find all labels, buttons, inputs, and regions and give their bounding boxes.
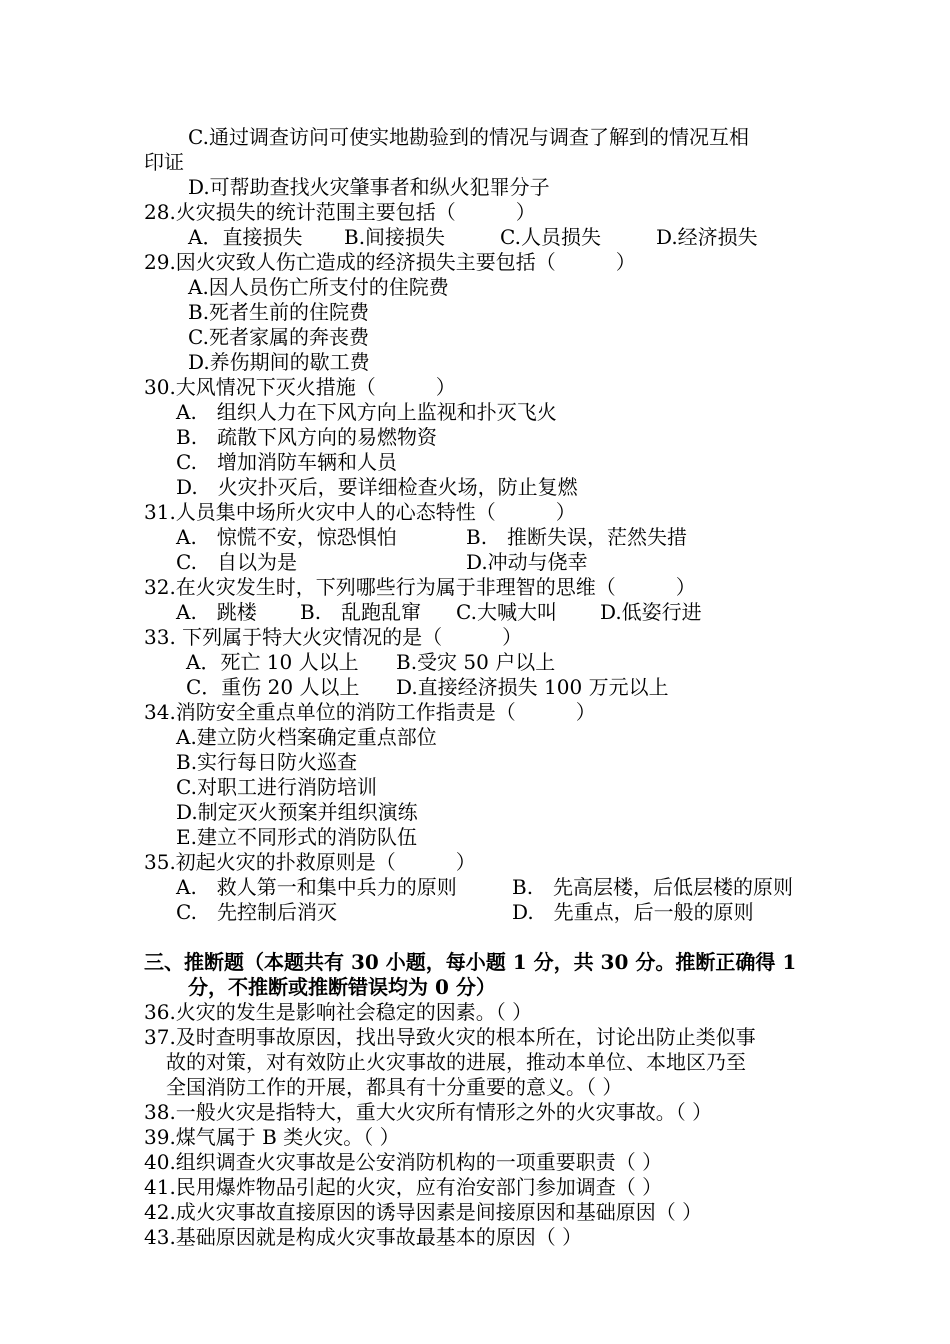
q31-stem: 31.人员集中场所火灾中人的心态特性（ ） bbox=[144, 500, 576, 524]
q32-option-a: A. 跳楼 bbox=[176, 600, 257, 624]
q29-option-d: D.养伤期间的歇工费 bbox=[188, 350, 370, 374]
q30-stem: 30.大风情况下灭火措施（ ） bbox=[144, 375, 456, 399]
q33-option-d: D.直接经济损失 100 万元以上 bbox=[396, 675, 669, 699]
q33-option-b: B.受灾 50 户以上 bbox=[396, 650, 556, 674]
q35-option-b: B. 先高层楼，后低层楼的原则 bbox=[512, 875, 794, 899]
q28-options bbox=[0, 225, 950, 250]
q33-option-c: C．重伤 20 人以上 bbox=[186, 675, 360, 699]
q32-stem: 32.在火灾发生时，下列哪些行为属于非理智的思维（ ） bbox=[144, 575, 696, 599]
q31-options-row1 bbox=[0, 525, 950, 550]
q35-option-a: A. 救人第一和集中兵力的原则 bbox=[176, 875, 457, 899]
q31-option-d: D.冲动与侥幸 bbox=[466, 550, 588, 574]
q34-option-b: B.实行每日防火巡查 bbox=[176, 750, 358, 774]
q29-option-a: A.因人员伤亡所支付的住院费 bbox=[188, 275, 449, 299]
q30-option-b: B. 疏散下风方向的易燃物资 bbox=[176, 425, 438, 449]
q35-stem: 35.初起火灾的扑救原则是（ ） bbox=[144, 850, 476, 874]
q28-option-c: C.人员损失 bbox=[500, 225, 601, 249]
q34-option-c: C.对职工进行消防培训 bbox=[176, 775, 377, 799]
q33-stem: 33. 下列属于特大火灾情况的是（ ） bbox=[144, 625, 523, 649]
q32-option-b: B. 乱跑乱窜 bbox=[300, 600, 422, 624]
q43: 43.基础原因就是构成火灾事故最基本的原因（ ） bbox=[144, 1225, 583, 1249]
q30-option-a: A. 组织人力在下风方向上监视和扑灭飞火 bbox=[176, 400, 557, 424]
q35-options-row2 bbox=[0, 900, 950, 925]
q38: 38.一般火灾是指特大，重大火灾所有情形之外的火灾事故。（ ） bbox=[144, 1100, 713, 1124]
q29-option-c: C.死者家属的奔丧费 bbox=[188, 325, 369, 349]
q35-option-d: D. 先重点，后一般的原则 bbox=[512, 900, 754, 924]
q35-options-row1 bbox=[0, 875, 950, 900]
q37-line1: 37.及时查明事故原因，找出导致火灾的根本所在，讨论出防止类似事 bbox=[144, 1025, 756, 1049]
q33-options-row1 bbox=[0, 650, 950, 675]
q28-option-a: A．直接损失 bbox=[188, 225, 303, 249]
q33-options-row2 bbox=[0, 675, 950, 700]
q34-option-d: D.制定灭火预案并组织演练 bbox=[176, 800, 418, 824]
section-3-title-line1: 三、推断题（本题共有 30 小题，每小题 1 分，共 30 分。推断正确得 1 bbox=[144, 950, 797, 974]
q32-option-c: C.大喊大叫 bbox=[456, 600, 557, 624]
q41: 41.民用爆炸物品引起的火灾，应有治安部门参加调查（ ） bbox=[144, 1175, 663, 1199]
q28-option-d: D.经济损失 bbox=[656, 225, 758, 249]
q37-line2: 故的对策，对有效防止火灾事故的进展，推动本单位、本地区乃至 bbox=[166, 1050, 746, 1074]
q40: 40.组织调查火灾事故是公安消防机构的一项重要职责（ ） bbox=[144, 1150, 663, 1174]
q34-option-a: A.建立防火档案确定重点部位 bbox=[176, 725, 437, 749]
q31-option-a: A. 惊慌不安，惊恐惧怕 bbox=[176, 525, 397, 549]
q33-option-a: A．死亡 10 人以上 bbox=[186, 650, 359, 674]
q32-options bbox=[0, 600, 950, 625]
q29-stem: 29.因火灾致人伤亡造成的经济损失主要包括（ ） bbox=[144, 250, 636, 274]
q32-option-d: D.低姿行进 bbox=[600, 600, 702, 624]
q31-options-row2 bbox=[0, 550, 950, 575]
q28-stem: 28.火灾损失的统计范围主要包括（ ） bbox=[144, 200, 536, 224]
q27-option-d: D.可帮助查找火灾肇事者和纵火犯罪分子 bbox=[188, 175, 550, 199]
q27-option-c-line2: 印证 bbox=[144, 150, 184, 174]
q36: 36.火灾的发生是影响社会稳定的因素。（ ） bbox=[144, 1000, 533, 1024]
q42: 42.成火灾事故直接原因的诱导因素是间接原因和基础原因（ ） bbox=[144, 1200, 703, 1224]
q30-option-d: D. 火灾扑灭后，要详细检查火场，防止复燃 bbox=[176, 475, 578, 499]
q29-option-b: B.死者生前的住院费 bbox=[188, 300, 370, 324]
section-3-title-line2: 分，不推断或推断错误均为 0 分） bbox=[188, 975, 496, 999]
q37-line3: 全国消防工作的开展，都具有十分重要的意义。（ ） bbox=[166, 1075, 623, 1099]
q28-option-b: B.间接损失 bbox=[344, 225, 446, 249]
q31-option-c: C. 自以为是 bbox=[176, 550, 297, 574]
q39: 39.煤气属于 B 类火灾。（ ） bbox=[144, 1125, 400, 1149]
q34-option-e: E.建立不同形式的消防队伍 bbox=[176, 825, 417, 849]
q31-option-b: B. 推断失误，茫然失措 bbox=[466, 525, 688, 549]
q35-option-c: C. 先控制后消灭 bbox=[176, 900, 337, 924]
q27-option-c-line1: C.通过调查访问可使实地勘验到的情况与调查了解到的情况互相 bbox=[188, 125, 749, 149]
q30-option-c: C. 增加消防车辆和人员 bbox=[176, 450, 397, 474]
q34-stem: 34.消防安全重点单位的消防工作指责是（ ） bbox=[144, 700, 596, 724]
